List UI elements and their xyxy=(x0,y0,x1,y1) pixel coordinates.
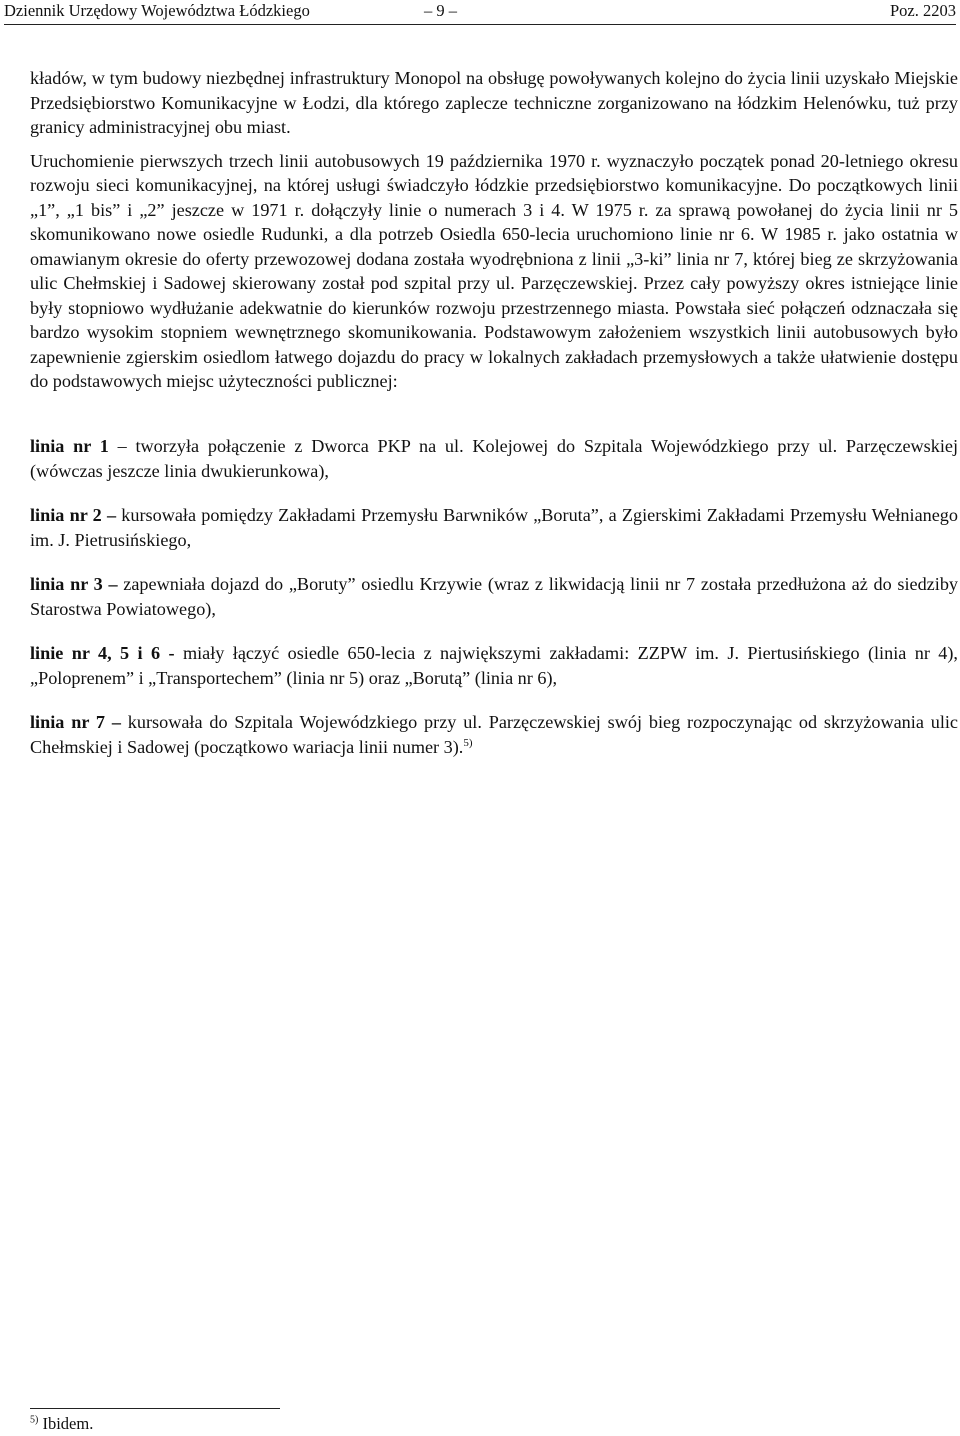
line-label: linia nr 3 – xyxy=(30,574,118,594)
line-label: linia nr 1 xyxy=(30,436,109,456)
list-item-line-7 xyxy=(30,710,958,759)
list-item-line-3 xyxy=(30,572,958,621)
footnote-reference: 5) xyxy=(463,736,473,749)
footnote xyxy=(30,1414,93,1434)
list-item-lines-4-5-6 xyxy=(30,641,958,690)
list-item-line-2 xyxy=(30,503,958,552)
page-header xyxy=(4,0,956,25)
paragraph-1: kładów, w tym budowy niezbędnej infrastruktury Monopol na obsługę powoływanych kolejno do życia linii uzyskało Miejskie Przedsiębiorstwo Komunikacyjne w Łodzi, dla którego zaplecze techniczne zorganizowano na łódzkim Helenówku, tuż przy granicy administracyjnej obu miast. xyxy=(30,68,958,137)
journal-title: Dziennik Urzędowy Województwa Łódzkiego xyxy=(4,1,310,20)
paragraph-2: Uruchomienie pierwszych trzech linii autobusowych 19 października 1970 r. wyznaczyło początek ponad 20-letniego okresu rozwoju sieci komunikacyjnej, na której usługi świadczyło łódzkie przedsiębiorstwo komunikacyjne. Do początkowych linii „1”, „1 bis” i „2” jeszcze w 1971 r. dołączyły linie o numerach 3 i 4. W 1975 r. za sprawą powołanej do życia linii nr 5 skomunikowano nowe osiedle Rudunki, a dla potrzeb Osiedla 650-lecia uruchomiono linie nr 6. W 1985 r. jako ostatnia w omawianym okresie do oferty przewozowej dodana została wyodrębniona z linii „3-ki” linia nr 7, której bieg ze skrzyżowania ulic Chełmskiej i Sadowej skierowany został pod szpital przy ul. Parzęczewskiej. Przez cały powyższy okres istniejące linie były stopniowo wydłużanie adekwatnie do kierunków rozwoju przestrzennego miasta. Powstała sieć połączeń odznaczała się bardzo wysokim stopniem wewnętrznego skomunikowania. Podstawowym założeniem wszystkich linii autobusowych było zapewnienie zgierskim osiedlom łatwego dojazdu do pracy w lokalnych zakładach przemysłowych a także ułatwienie dostępu do podstawowych miejsc użyteczności publicznej: xyxy=(30,150,958,391)
footnote-divider xyxy=(30,1408,280,1409)
line-description: – tworzyła połączenie z Dworca PKP na ul. Kolejowej do Szpitala Wojewódzkiego przy ul. Parzęczewskiej (wówczas jeszcze linia dwukierunkowa), xyxy=(30,436,958,481)
line-description: kursowała do Szpitala Wojewódzkiego przy ul. Parzęczewskiej swój bieg rozpoczynając od skrzyżowania ulic Chełmskiej i Sadowej (początkowo wariacja linii numer 3). xyxy=(30,712,958,757)
bus-lines-list xyxy=(30,434,958,779)
footnote-marker: 5) xyxy=(30,1414,39,1426)
line-description: kursowała pomiędzy Zakładami Przemysłu Barwników „Boruta”, a Zgierskimi Zakładami Przemysłu Wełnianego im. J. Pietrusińskiego, xyxy=(30,505,958,550)
list-item-line-1 xyxy=(30,434,958,483)
line-description: miały łączyć osiedle 650-lecia z największymi zakładami: ZZPW im. J. Piertusińskiego (linia nr 4), „Poloprenem” i „Transportechem” (linia nr 5) oraz „Borutą” (linia nr 6), xyxy=(30,643,958,688)
page-number: – 9 – xyxy=(424,1,457,20)
line-label: linia nr 2 – xyxy=(30,505,117,525)
line-description: zapewniała dojazd do „Boruty” osiedlu Krzywie (wraz z likwidacją linii nr 7 została przedłużona aż do siedziby Starostwa Powiatowego), xyxy=(30,574,959,619)
position-number: Poz. 2203 xyxy=(890,1,956,20)
line-label: linia nr 7 – xyxy=(30,712,121,732)
line-label: linie nr 4, 5 i 6 - xyxy=(30,643,175,663)
footnote-text: Ibidem. xyxy=(38,1414,94,1433)
main-text xyxy=(30,66,958,394)
